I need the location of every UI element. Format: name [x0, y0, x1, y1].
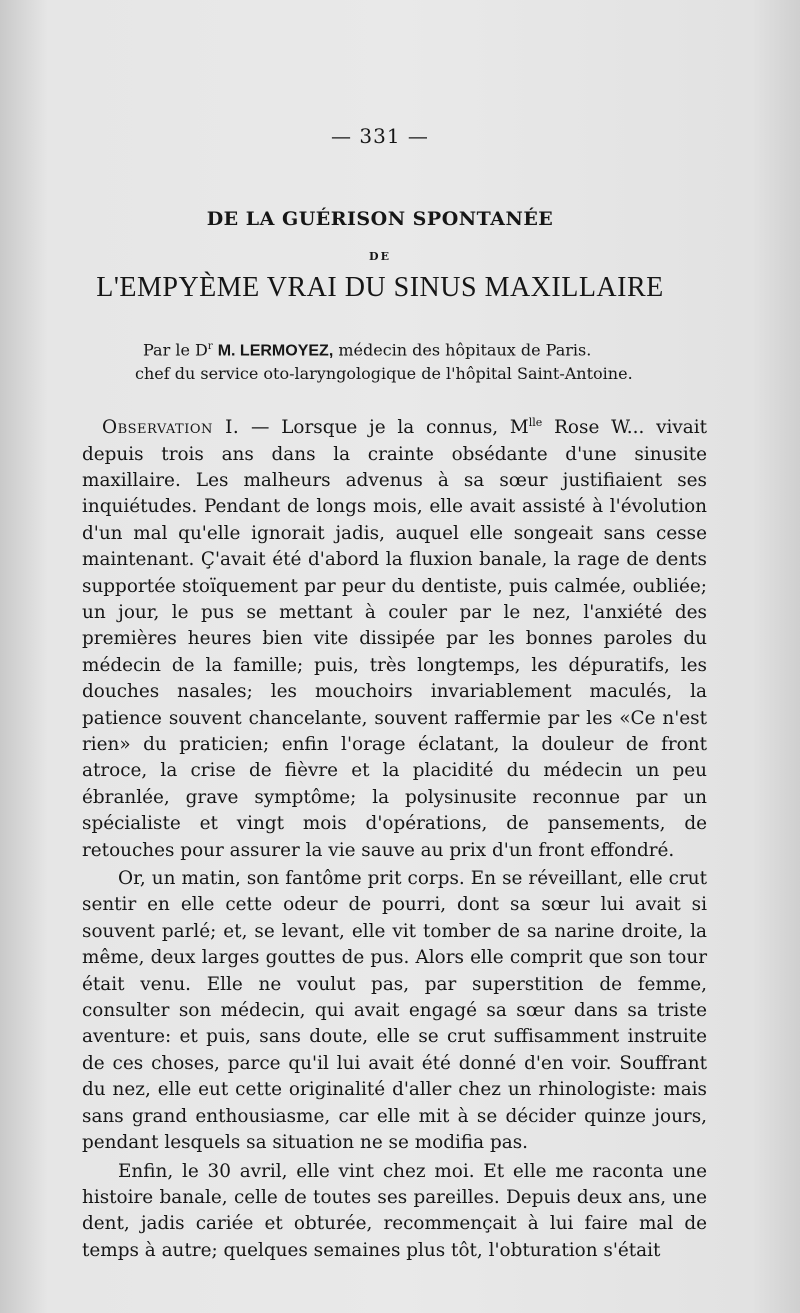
paragraph-2: Or, un matin, son fantôme prit corps. En se réveillant, elle crut sentir en elle cette odeur de pourri, dont sa sœur lui avait si souvent parlé; et, se levant, elle vit tomber de sa narine droite, la même, deux larges gouttes de pus. Alors elle comprit que son tour était venu. Elle ne voulut pas, par superstition de femme, consulter son médecin, qui avait engagé sa sœur dans sa triste aventure: et puis, sans doute, elle se crut suffisamment instruite de ces choses, parce qu'il lui avait été donné d'en voir. Souffrant du nez, elle eut cette originalité d'aller chez un rhinologiste: mais sans grand enthousiasme, car elle mit à se décider quinze jours, pendant lesquels sa situation ne se modifia pas.	[82, 868, 707, 1154]
article-kicker: DE LA GUÉRISON SPONTANÉE	[206, 208, 554, 230]
page-number: — 331 —	[331, 124, 429, 148]
author-name: M. LERMOYEZ,	[217, 342, 334, 360]
paragraph-1-text-a: — Lorsque je la connus, M	[239, 417, 529, 439]
byline-prefix-sup: r	[207, 341, 213, 352]
author-affiliation: médecin des hôpitaux de Paris.	[333, 340, 592, 360]
byline	[95, 335, 735, 385]
title-connector: DE	[369, 250, 391, 263]
byline-line-1	[95, 335, 735, 362]
article-body	[82, 410, 707, 1264]
article-title: L'EMPYÈME VRAI DU SINUS MAXILLAIRE	[96, 272, 664, 303]
byline-line-2: chef du service oto-laryngologique de l'hôpital Saint-Antoine.	[135, 364, 633, 384]
paragraph-3: Enfin, le 30 avril, elle vint chez moi. Et elle me raconta une histoire banale, celle de toutes ses pareilles. Depuis deux ans, une dent, jadis cariée et obturée, recommençait à lui faire mal de temps à autre; quelques semaines plus tôt, l'obturation s'était	[82, 1160, 707, 1261]
byline-prefix: Par le D	[143, 340, 208, 360]
observation-label: Observation I.	[102, 417, 240, 439]
paragraph-1	[82, 410, 707, 864]
paragraph-1-sup: lle	[528, 416, 543, 429]
paragraph-1-text-b: Rose W... vivait depuis trois ans dans la crainte obsédante d'une sinusite maxillaire. Les malheurs advenus à sa sœur justifiaient ses inquiétudes. Pendant de longs mois, elle avait assisté à l'évolution d'un mal qu'elle ignorait jadis, auquel elle songeait sans cesse maintenant. Ç'avait été d'abord la fluxion banale, la rage de dents supportée stoïquement par peur du dentiste, puis calmée, oubliée; un jour, le pus se mettant à couler par le nez, l'anxiété des premières heures bien vite dissipée par les bonnes paroles du médecin de la famille; puis, très longtemps, les dépuratifs, les douches nasales; les mouchoirs invariablement maculés, la patience souvent chancelante, souvent raffermie par les «Ce n'est rien» du praticien; enfin l'orage éclatant, la douleur de front atroce, la crise de fièvre et la placidité du médecin un peu ébranlée, grave symptôme; la polysinusite reconnue par un spécialiste et vingt mois d'opérations, de pansements, de retouches pour assurer la vie sauve au prix d'un front effondré.	[82, 417, 707, 861]
